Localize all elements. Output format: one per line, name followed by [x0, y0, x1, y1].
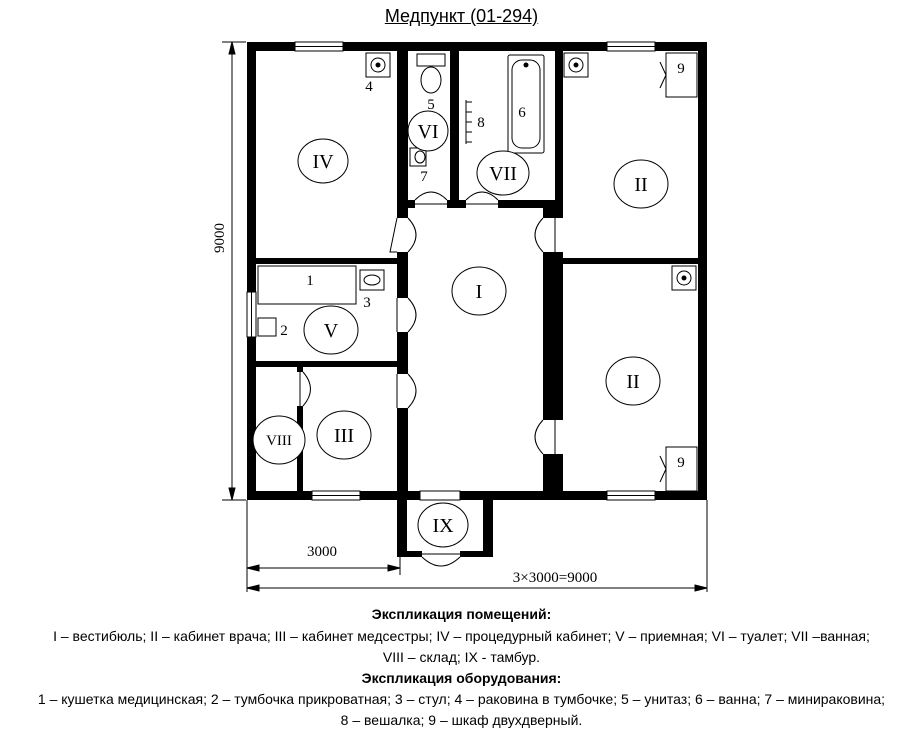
room-label-vii: VII — [489, 163, 517, 185]
rooms-legend-heading: Экспликация помещений: — [371, 606, 552, 622]
equip-mark-1: 1 — [306, 273, 314, 289]
room-label-i: I — [475, 281, 483, 303]
equipment-legend-line-1: 1 – кушетка медицинская; 2 – тумбочка прикроватная; 3 – стул; 4 – раковина в тумбочке; 5 – унитаз; 6 – ванна; 7 – минираковина; — [37, 691, 886, 707]
equip-mark-3: 3 — [363, 295, 371, 311]
room-label-v: V — [323, 320, 339, 342]
toilet-icon — [417, 54, 445, 66]
nightstand — [258, 318, 276, 336]
rooms-legend-line-1: I – вестибюль; II – кабинет врача; III – кабинет медсестры; IV – процедурный кабинет; V – приемная; VI – туалет; VII –ванная; — [53, 628, 870, 644]
dim-bottom-total: 3×3000=9000 — [512, 570, 598, 586]
room-label-iv: IV — [312, 151, 334, 173]
equip-mark-6: 6 — [518, 105, 526, 121]
equip-mark-7: 7 — [420, 169, 428, 185]
equip-mark-2: 2 — [280, 323, 288, 339]
equip-mark-4: 4 — [365, 79, 373, 95]
rooms-legend-line-2: VIII – склад; IX - тамбур. — [382, 649, 541, 665]
equip-mark-8: 8 — [477, 115, 485, 131]
equip-mark-9-bottom: 9 — [677, 455, 685, 471]
room-label-ii-top: II — [634, 174, 648, 196]
room-markers — [253, 111, 668, 547]
dim-total-height: 9000 — [212, 223, 228, 253]
equipment-legend-heading: Экспликация оборудования: — [361, 670, 562, 686]
room-label-ix: IX — [432, 515, 454, 537]
dimension-lines — [222, 42, 707, 592]
dim-left-width: 3000 — [307, 544, 337, 560]
equip-mark-5: 5 — [427, 97, 435, 113]
coat-rack-icon — [466, 100, 472, 144]
equip-mark-9-top: 9 — [677, 61, 685, 77]
room-label-iii: III — [334, 425, 354, 447]
room-label-viii: VIII — [266, 433, 292, 449]
page-title: Медпункт (01-294) — [384, 6, 539, 26]
room-label-vi: VI — [417, 121, 439, 143]
room-label-ii-bottom: II — [626, 371, 640, 393]
equipment-legend-line-2: 8 – вешалка; 9 – шкаф двухдверный. — [340, 712, 583, 728]
